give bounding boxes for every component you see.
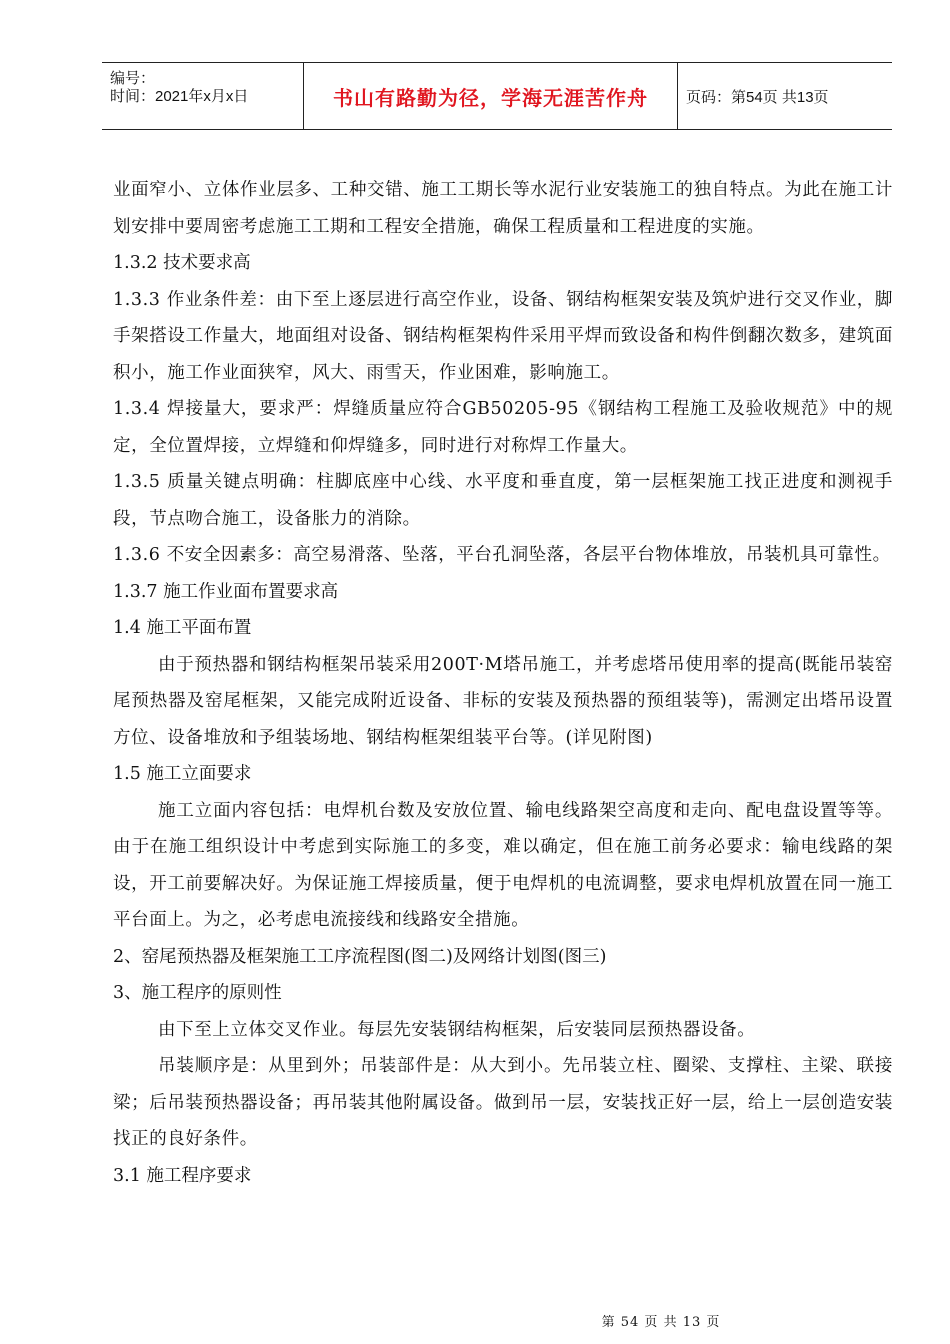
page-footer xyxy=(0,1311,950,1330)
heading-3: 3、施工程序的原则性 xyxy=(113,983,282,1003)
footer-page-number: 第 54 页 共 13 页 xyxy=(601,1315,721,1330)
document-body xyxy=(113,172,893,1194)
header-middle-cell xyxy=(304,63,678,129)
paragraph-1-4: 由于预热器和钢结构框架吊装采用200T·M塔吊施工，并考虑塔吊使用率的提高(既能吊装窑尾预热器及窑尾框架，又能完成附近设备、非标的安装及预热器的预组装等)，需测定出塔吊设置方位、设备堆放和予组装场地、钢结构框架组装平台等。(详见附图) xyxy=(113,654,893,748)
header-left-cell xyxy=(102,63,304,129)
header-page-info: 页码：第54页 共13页 xyxy=(686,88,829,106)
paragraph-1-5: 施工立面内容包括：电焊机台数及安放位置、输电线路架空高度和走向、配电盘设置等等。由于在施工组织设计中考虑到实际施工的多变，难以确定，但在施工前务必要求：输电线路的架设，开工前要解决好。为保证施工焊接质量，便于电焊机的电流调整，要求电焊机放置在同一施工平台面上。为之，必考虑电流接线和线路安全措施。 xyxy=(113,800,893,930)
document-header xyxy=(102,62,892,130)
heading-3-1: 3.1 施工程序要求 xyxy=(113,1165,252,1186)
heading-1-3-7: 1.3.7 施工作业面布置要求高 xyxy=(113,581,339,602)
heading-1-4: 1.4 施工平面布置 xyxy=(113,618,252,638)
header-right-cell xyxy=(678,63,892,129)
time-label: 时间：2021年x月x日 xyxy=(110,88,249,105)
paragraph-intro: 业面窄小、立体作业层多、工种交错、施工工期长等水泥行业安装施工的独自特点。为此在施工计划安排中要周密考虑施工工期和工程安全措施，确保工程质量和工程进度的实施。 xyxy=(113,180,893,237)
paragraph-3-b: 吊装顺序是：从里到外；吊装部件是：从大到小。先吊装立柱、圈梁、支撑柱、主梁、联接梁；后吊装预热器设备；再吊装其他附属设备。做到吊一层，安装找正好一层，给上一层创造安装找正的良好条件。 xyxy=(113,1056,893,1149)
heading-2: 2、窑尾预热器及框架施工工序流程图(图二)及网络计划图(图三) xyxy=(113,946,607,967)
heading-1-5: 1.5 施工立面要求 xyxy=(113,764,252,784)
paragraph-1-3-4: 1.3.4 焊接量大，要求严：焊缝质量应符合GB50205-95《钢结构工程施工及验收规范》中的规定，全位置焊接，立焊缝和仰焊缝多，同时进行对称焊工作量大。 xyxy=(113,399,893,456)
paragraph-3-a: 由下至上立体交叉作业。每层先安装钢结构框架，后安装同层预热器设备。 xyxy=(158,1019,756,1040)
paragraph-1-3-5: 1.3.5 质量关键点明确：柱脚底座中心线、水平度和垂直度，第一层框架施工找正进度和测视手段，节点吻合施工，设备胀力的消除。 xyxy=(113,472,893,529)
heading-1-3-2: 1.3.2 技术要求高 xyxy=(113,253,251,273)
paragraph-1-3-6: 1.3.6 不安全因素多：高空易滑落、坠落，平台孔洞坠落，各层平台物体堆放，吊装机具可靠性。 xyxy=(113,545,891,565)
paragraph-1-3-3: 1.3.3 作业条件差：由下至上逐层进行高空作业，设备、钢结构框架安装及筑炉进行交叉作业，脚手架搭设工作量大，地面组对设备、钢结构框架构件采用平焊而致设备和构件倒翻次数多，建筑面积小，施工作业面狭窄，风大、雨雪天，作业困难，影响施工。 xyxy=(113,289,893,383)
header-motto: 书山有路勤为径，学海无涯苦作舟 xyxy=(333,85,648,110)
number-label: 编号： xyxy=(110,70,156,87)
